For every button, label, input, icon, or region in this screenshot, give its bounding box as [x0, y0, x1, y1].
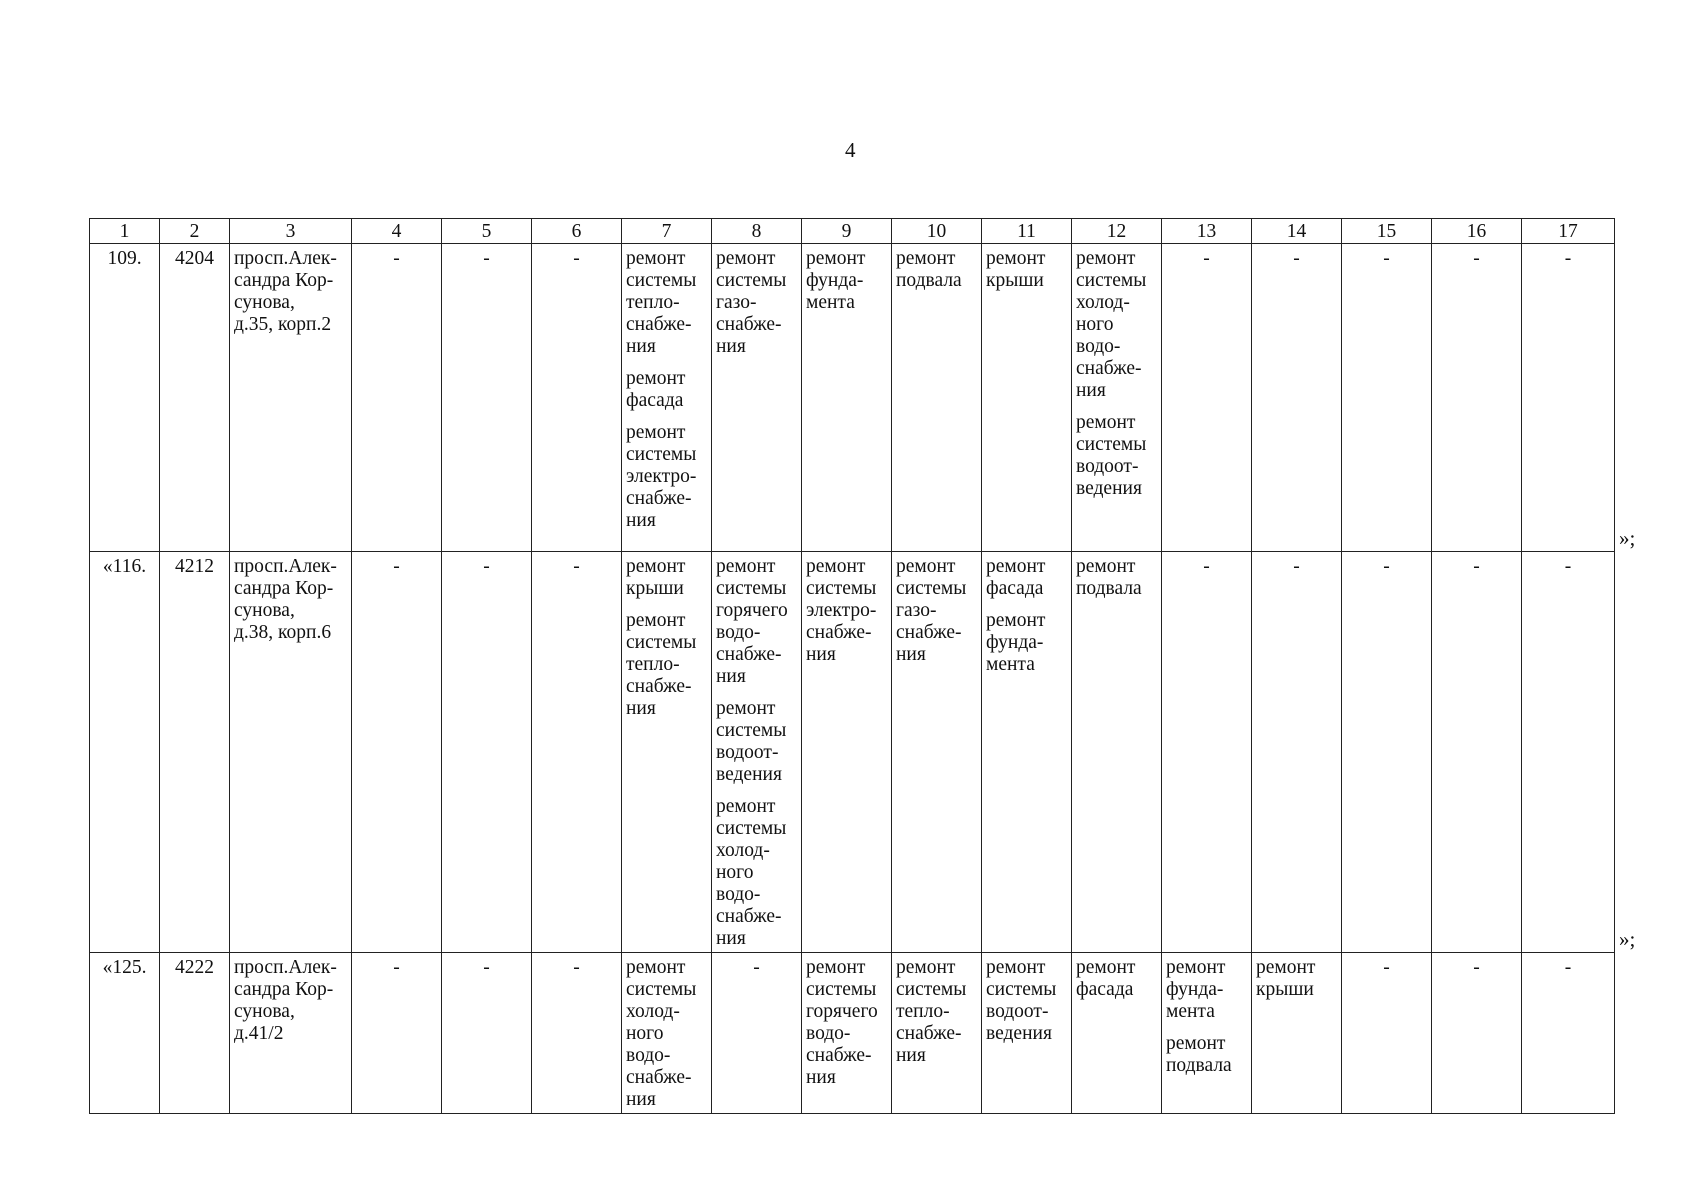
cell-text: ремонт системы газо- снабже- ния: [716, 248, 787, 357]
table-cell: [1522, 244, 1615, 552]
column-header: 4: [352, 219, 442, 244]
column-header: 13: [1162, 219, 1252, 244]
table-cell: [1072, 953, 1162, 1114]
cell-text: ремонт системы водоот- ведения: [716, 698, 787, 785]
table-cell: [1252, 244, 1342, 552]
cell-text: -: [393, 248, 400, 269]
table-cell: [230, 244, 352, 552]
cell-text: ремонт крыши: [986, 248, 1046, 291]
cell-text: ремонт фасада: [626, 368, 686, 411]
table-cell: [1072, 244, 1162, 552]
table-cell: [982, 552, 1072, 953]
cell-text: ремонт системы холод- ного водо- снабже- ния: [716, 796, 787, 949]
table-cell: [712, 552, 802, 953]
column-header: 6: [532, 219, 622, 244]
cell-text: -: [1383, 556, 1390, 577]
column-header: 14: [1252, 219, 1342, 244]
table-cell: [622, 244, 712, 552]
table-cell: [622, 552, 712, 953]
cell-text: ремонт системы тепло- снабже- ния: [626, 248, 697, 357]
cell-text: ремонт системы электро- снабже- ния: [806, 556, 877, 665]
cell-text: «116.: [102, 556, 147, 577]
cell-text: -: [1564, 957, 1572, 978]
table-cell: [1342, 244, 1432, 552]
table-cell: [230, 552, 352, 953]
cell-text: ремонт крыши: [1256, 957, 1316, 1000]
cell-text: -: [1473, 556, 1480, 577]
cell-text: просп.Алек- сандра Кор- сунова, д.41/2: [234, 957, 337, 1044]
table-cell: [160, 244, 230, 552]
column-header: 8: [712, 219, 802, 244]
table-cell: [802, 244, 892, 552]
cell-text: ремонт фунда- мента: [806, 248, 866, 313]
cell-text: ремонт системы холод- ного водо- снабже- ния: [1076, 248, 1147, 401]
table-cell: [1252, 953, 1342, 1114]
table-cell: [712, 244, 802, 552]
cell-text: 4212: [175, 556, 214, 577]
cell-text: ремонт системы тепло- снабже- ния: [896, 957, 967, 1066]
cell-text: -: [753, 957, 760, 978]
table-cell: [1342, 552, 1432, 953]
repair-schedule-table: [89, 218, 1615, 1114]
table-cell: [1162, 552, 1252, 953]
table-cell: [982, 953, 1072, 1114]
cell-text: -: [483, 957, 490, 978]
cell-text: ремонт системы водоот- ведения: [1076, 412, 1147, 499]
header-row: [90, 219, 1615, 244]
cell-text: ремонт системы холод- ного водо- снабже- ния: [626, 957, 697, 1110]
table-cell: [230, 953, 352, 1114]
cell-text: ремонт системы газо- снабже- ния: [896, 556, 967, 665]
row-closing-mark: »;: [1619, 926, 1636, 951]
table-cell: [532, 552, 622, 953]
table-cell: [442, 244, 532, 552]
table-cell: [1072, 552, 1162, 953]
cell-text: -: [573, 556, 580, 577]
cell-text: ремонт системы тепло- снабже- ния: [626, 610, 697, 719]
cell-text: -: [1383, 957, 1390, 978]
page-number: 4: [845, 138, 856, 162]
cell-text: -: [1473, 248, 1480, 269]
cell-text: -: [1564, 556, 1572, 577]
table-cell: [982, 244, 1072, 552]
table-body: [90, 244, 1615, 1114]
table-cell: [802, 953, 892, 1114]
cell-text: -: [1203, 248, 1210, 269]
column-header: 17: [1522, 219, 1615, 244]
cell-text: ремонт системы электро- снабже- ния: [626, 422, 697, 531]
cell-text: ремонт фунда- мента: [1166, 957, 1226, 1022]
table-cell: [532, 953, 622, 1114]
table-cell: [1162, 953, 1252, 1114]
table-cell: [1162, 244, 1252, 552]
cell-text: 4222: [175, 957, 214, 978]
cell-text: -: [1473, 957, 1480, 978]
column-header: 12: [1072, 219, 1162, 244]
cell-text: ремонт фасада: [1076, 957, 1136, 1000]
table-cell: [90, 244, 160, 552]
cell-text: -: [573, 248, 580, 269]
cell-text: ремонт подвала: [896, 248, 962, 291]
table-cell: [892, 244, 982, 552]
cell-text: 4204: [175, 248, 214, 269]
table-cell: [1252, 552, 1342, 953]
cell-text: -: [483, 248, 490, 269]
cell-text: -: [393, 556, 400, 577]
cell-text: -: [393, 957, 400, 978]
column-header: 1: [90, 219, 160, 244]
cell-text: -: [483, 556, 490, 577]
column-header: 15: [1342, 219, 1432, 244]
table-row: [90, 552, 1615, 953]
cell-text: 109.: [107, 248, 142, 269]
table-cell: [1432, 552, 1522, 953]
cell-text: -: [573, 957, 580, 978]
table-cell: [160, 552, 230, 953]
column-header: 2: [160, 219, 230, 244]
cell-text: ремонт фунда- мента: [986, 610, 1046, 675]
cell-text: ремонт системы водоот- ведения: [986, 957, 1057, 1044]
table-cell: [160, 953, 230, 1114]
table-cell: [1522, 953, 1615, 1114]
column-header: 11: [982, 219, 1072, 244]
table-cell: [1342, 953, 1432, 1114]
table-row: [90, 953, 1615, 1114]
table-row: [90, 244, 1615, 552]
column-header: 16: [1432, 219, 1522, 244]
cell-text: ремонт подвала: [1166, 1033, 1232, 1076]
table-cell: [352, 953, 442, 1114]
table-cell: [90, 953, 160, 1114]
cell-text: просп.Алек- сандра Кор- сунова, д.38, корп.6: [234, 556, 337, 643]
cell-text: -: [1203, 556, 1210, 577]
table-cell: [802, 552, 892, 953]
table-cell: [712, 953, 802, 1114]
table-cell: [892, 953, 982, 1114]
cell-text: -: [1293, 248, 1300, 269]
column-header: 9: [802, 219, 892, 244]
cell-text: ремонт подвала: [1076, 556, 1142, 599]
table-cell: [442, 953, 532, 1114]
table-cell: [352, 244, 442, 552]
row-closing-mark: »;: [1619, 525, 1636, 550]
column-header: 7: [622, 219, 712, 244]
table-cell: [892, 552, 982, 953]
table-cell: [1432, 244, 1522, 552]
table-cell: [442, 552, 532, 953]
table-cell: [90, 552, 160, 953]
cell-text: -: [1293, 556, 1300, 577]
column-header: 5: [442, 219, 532, 244]
cell-text: ремонт системы горячего водо- снабже- ния: [716, 556, 788, 687]
cell-text: -: [1383, 248, 1390, 269]
cell-text: ремонт фасада: [986, 556, 1046, 599]
table-cell: [352, 552, 442, 953]
table-cell: [622, 953, 712, 1114]
cell-text: просп.Алек- сандра Кор- сунова, д.35, корп.2: [234, 248, 337, 335]
column-header: 3: [230, 219, 352, 244]
cell-text: -: [1564, 248, 1572, 269]
column-header: 10: [892, 219, 982, 244]
table-cell: [1432, 953, 1522, 1114]
cell-text: «125.: [102, 957, 147, 978]
table-cell: [1522, 552, 1615, 953]
table-cell: [532, 244, 622, 552]
cell-text: ремонт системы горячего водо- снабже- ния: [806, 957, 878, 1088]
cell-text: ремонт крыши: [626, 556, 686, 599]
